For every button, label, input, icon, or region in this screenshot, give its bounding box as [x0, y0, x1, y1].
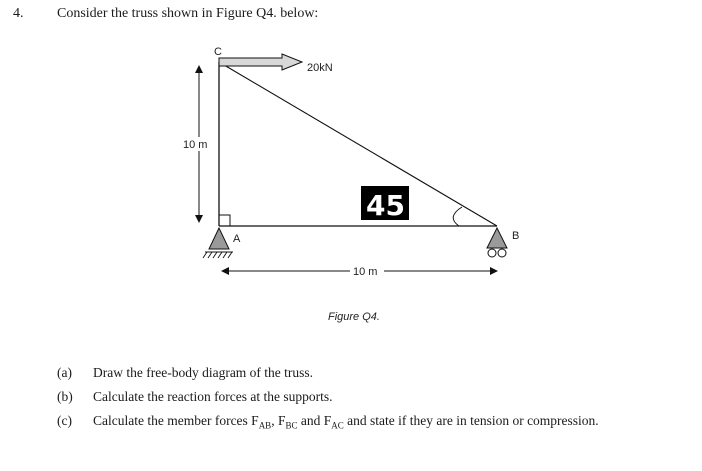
- part-b: [57, 389, 333, 405]
- node-label-c: C: [214, 46, 222, 58]
- part-b-tag: (b): [57, 389, 73, 404]
- span-label: 10 m: [353, 266, 378, 278]
- roller-support-b: [487, 228, 507, 257]
- part-b-text: Calculate the reaction forces at the supports.: [93, 389, 333, 404]
- question-text: Consider the truss shown in Figure Q4. below:: [57, 6, 319, 21]
- force-arrow: [219, 54, 302, 70]
- angle-badge-text: 45: [366, 189, 405, 222]
- node-label-b: B: [512, 230, 520, 242]
- member-bc: [219, 62, 497, 226]
- angle-arc: [453, 207, 462, 226]
- node-label-a: A: [233, 233, 241, 245]
- part-a-text: Draw the free-body diagram of the truss.: [93, 365, 314, 380]
- part-c-text: Calculate the member forces $F_{AB}$, $F_{BC}$ and $F_{AC}$ and state if they are in tension or compression.: [93, 413, 599, 431]
- right-angle-marker: [219, 215, 230, 226]
- figure-caption: Figure Q4.: [328, 311, 380, 323]
- part-a: [57, 365, 313, 381]
- height-label: 10 m: [183, 139, 208, 151]
- force-label: 20kN: [307, 62, 333, 74]
- part-a-tag: (a): [57, 365, 72, 380]
- part-c: [57, 413, 599, 431]
- question-number: 4.: [13, 6, 24, 21]
- part-c-tag: (c): [57, 413, 72, 428]
- pin-support-a: [203, 228, 233, 258]
